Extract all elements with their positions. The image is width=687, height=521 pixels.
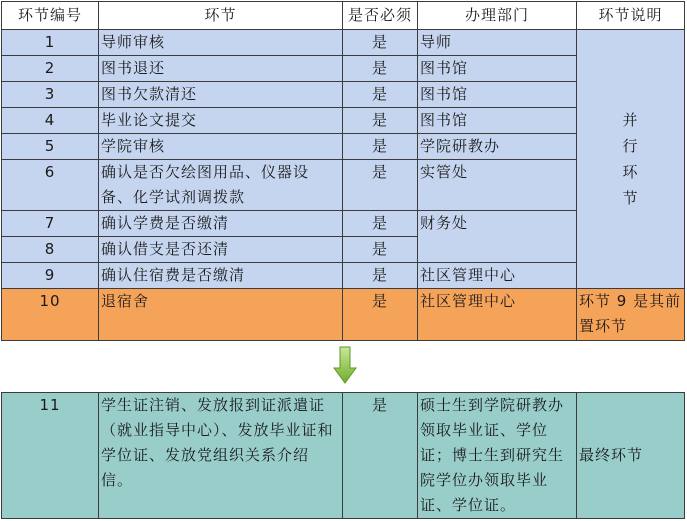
header-step-number: 环节编号 bbox=[2, 2, 99, 30]
step-name: 确认是否欠绘图用品、仪器设备、化学试剂调拨款 bbox=[99, 160, 343, 211]
required-flag: 是 bbox=[343, 393, 418, 519]
required-flag: 是 bbox=[343, 237, 418, 263]
step-number: 3 bbox=[2, 82, 99, 108]
step-number: 2 bbox=[2, 56, 99, 82]
department: 图书馆 bbox=[418, 56, 577, 82]
step-name: 确认借支是否还清 bbox=[99, 237, 343, 263]
down-arrow-icon bbox=[333, 346, 357, 384]
parallel-note-char: 环 bbox=[622, 163, 639, 181]
table-row bbox=[2, 393, 685, 519]
department: 社区管理中心 bbox=[418, 263, 577, 289]
parallel-note-char: 行 bbox=[622, 137, 639, 155]
step-name: 毕业论文提交 bbox=[99, 108, 343, 134]
table-row bbox=[2, 30, 685, 56]
required-flag: 是 bbox=[343, 56, 418, 82]
step-number: 7 bbox=[2, 211, 99, 237]
department: 社区管理中心 bbox=[418, 289, 577, 341]
required-flag: 是 bbox=[343, 134, 418, 160]
required-flag: 是 bbox=[343, 82, 418, 108]
step-name: 确认学费是否缴清 bbox=[99, 211, 343, 237]
header-step: 环节 bbox=[99, 2, 343, 30]
parallel-note-char: 节 bbox=[622, 189, 639, 207]
department: 图书馆 bbox=[418, 82, 577, 108]
step-name: 导师审核 bbox=[99, 30, 343, 56]
step-number: 4 bbox=[2, 108, 99, 134]
parallel-note-char: 并 bbox=[622, 111, 639, 129]
graduation-process-table bbox=[1, 1, 685, 519]
step-note: 环节 9 是其前置环节 bbox=[577, 289, 685, 341]
header-row bbox=[2, 2, 685, 30]
required-flag: 是 bbox=[343, 108, 418, 134]
department: 学院研教办 bbox=[418, 134, 577, 160]
header-department: 办理部门 bbox=[418, 2, 577, 30]
required-flag: 是 bbox=[343, 30, 418, 56]
step-number: 5 bbox=[2, 134, 99, 160]
header-note: 环节说明 bbox=[577, 2, 685, 30]
step-number: 11 bbox=[2, 393, 99, 519]
step-name: 图书欠款清还 bbox=[99, 82, 343, 108]
department: 财务处 bbox=[418, 211, 577, 263]
department: 硕士生到学院研教办领取毕业证、学位证；博士生到研究生院学位办领取毕业证、学位证。 bbox=[418, 393, 577, 519]
step-name: 学生证注销、发放报到证派遣证（就业指导中心）、发放毕业证和学位证、发放党组织关系介绍信。 bbox=[99, 393, 343, 519]
step-number: 1 bbox=[2, 30, 99, 56]
step-name: 图书退还 bbox=[99, 56, 343, 82]
step-number: 10 bbox=[2, 289, 99, 341]
department: 导师 bbox=[418, 30, 577, 56]
required-flag: 是 bbox=[343, 289, 418, 341]
department: 图书馆 bbox=[418, 108, 577, 134]
required-flag: 是 bbox=[343, 160, 418, 211]
header-required: 是否必须 bbox=[343, 2, 418, 30]
step-note: 最终环节 bbox=[577, 393, 685, 519]
step-name: 确认住宿费是否缴清 bbox=[99, 263, 343, 289]
required-flag: 是 bbox=[343, 211, 418, 237]
step-name: 退宿舍 bbox=[99, 289, 343, 341]
step-number: 6 bbox=[2, 160, 99, 211]
step-number: 9 bbox=[2, 263, 99, 289]
step-number: 8 bbox=[2, 237, 99, 263]
step-name: 学院审核 bbox=[99, 134, 343, 160]
department: 实管处 bbox=[418, 160, 577, 211]
table-row bbox=[2, 289, 685, 341]
required-flag: 是 bbox=[343, 263, 418, 289]
parallel-steps-note bbox=[577, 30, 685, 289]
